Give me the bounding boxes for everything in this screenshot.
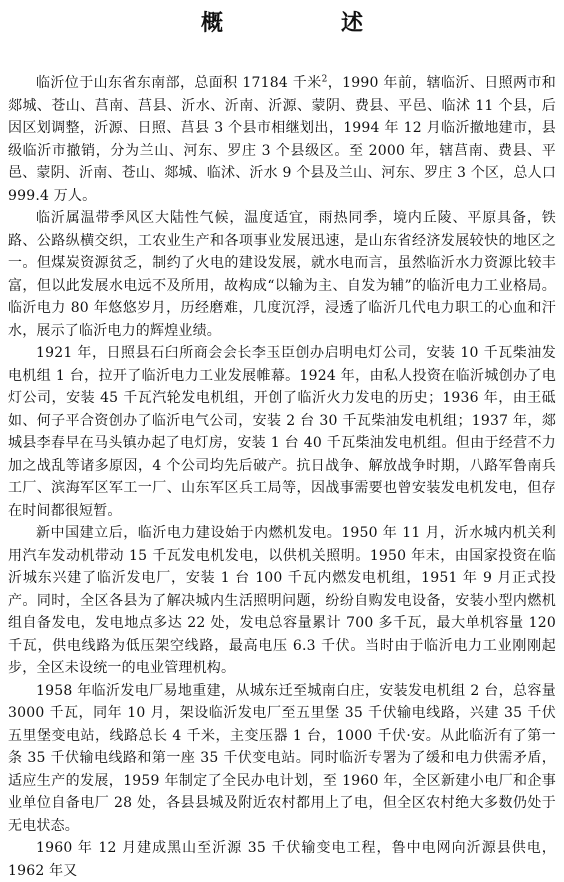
page-title: 概 述 [200,11,411,36]
area-unit-superscript: 2 [321,74,328,85]
paragraph-geography [8,72,556,207]
paragraph-geography-text-before: 临沂位于山东省东南部，总面积 17184 千米 [36,75,322,91]
paragraph-geography-text-after: ，1990 年前，辖临沂、日照两市和郯城、苍山、莒南、莒县、沂水、沂南、沂源、蒙阴、费县、平邑、临沭 11 个县，后因区划调整，沂源、日照、莒县 3 个县市相继划出，1994 年 12 月临沂撤地建市，县级临沂市撤销，分为兰山、河东、罗庄 3 个县级区。至 2000 年，辖莒南、费县、平邑、蒙阴、沂南、苍山、郯城、临沭、沂水 9 个县及兰山、河东、罗庄 3 个区，总人口 999.4 万人。 [8,75,557,204]
paragraph-1958: 1958 年临沂发电厂易地重建，从城东迁至城南白庄，安装发电机组 2 台，总容量 3000 千瓦，同年 10 月，架设临沂发电厂至五里堡 35 千伏输电线路，兴建 35 千伏五里堡变电站，线路总长 4 千米，主变压器 1 台，1000 千伏·安。从此临沂有了第一条 35 千伏输电线路和第一座 35 千伏变电站。同时临沂专署为了缓和电力供需矛盾，适应生产的发展，1959 年制定了全民办电计划，至 1960 年，全区新建小电厂和企事业单位自备电厂 28 处，各县县城及附近农村都用上了电，但全区农村绝大多数仍处于无电状态。 [8,682,556,834]
paragraph-new-china: 新中国建立后，临沂电力建设始于内燃机发电。1950 年 11 月，沂水城内机关利用汽车发动机带动 15 千瓦发电机发电，以供机关照明。1950 年末，由国家投资在临沂城东兴建了临沂发电厂，安装 1 台 100 千瓦内燃发电机组，1951 年 9 月正式投产。同时，全区各县为了解决城内生活照明问题，纷纷自购发电设备，安装小型内燃机组自备发电，发电地点多达 22 处，发电总容量累计 700 多千瓦，最大单机容量 120 千瓦，供电线路为低压架空线路，最高电压 6.3 千伏。当时由于临沂电力工业刚刚起步，全区未设统一的电业管理机构。 [8,525,556,676]
paragraph-climate-resources: 临沂属温带季风区大陆性气候，温度适宜，雨热同季，境内丘陵、平原具备，铁路、公路纵横交织，工农业生产和各项事业发展迅速，是山东省经济发展较快的地区之一。但煤炭资源贫乏，制约了火电的建设发展，就水电而言，虽然临沂水力资源比较丰富，但以此发展水电远不及所用，故构成“以输为主、自发为辅”的临沂电力工业格局。临沂电力 80 年悠悠岁月，历经磨难，几度沉浮，浸透了临沂几代电力职工的心血和汗水，展示了临沂电力的辉煌业绩。 [8,210,556,339]
paragraph-1960: 1960 年 12 月建成黑山至沂源 35 千伏输变电工程，鲁中电网向沂源县供电，1962 年又 [8,840,556,879]
paragraph-early-history: 1921 年，日照县石臼所商会会长李玉臣创办启明电灯公司，安装 10 千瓦柴油发电机组 1 台，拉开了临沂电力工业发展帷幕。1924 年，由私人投资在临沂城创办了电灯公司，安装 45 千瓦汽轮发电机组，开创了临沂火力发电的历史；1936 年，由王砥如、何子平合资创办了临沂电气公司，安装 2 台 30 千瓦柴油发电机组；1937 年，郯城县李春早在马头镇办起了电灯房，安装 1 台 40 千瓦柴油发电机组。但由于经营不力加之战乱等诸多原因，4 个公司均先后破产。抗日战争、解放战争时期，八路军鲁南兵工厂、滨海军区军工一厂、山东军区兵工局等，因战事需要也曾安装发电机发电，但存在时间都很短暂。 [8,345,556,519]
